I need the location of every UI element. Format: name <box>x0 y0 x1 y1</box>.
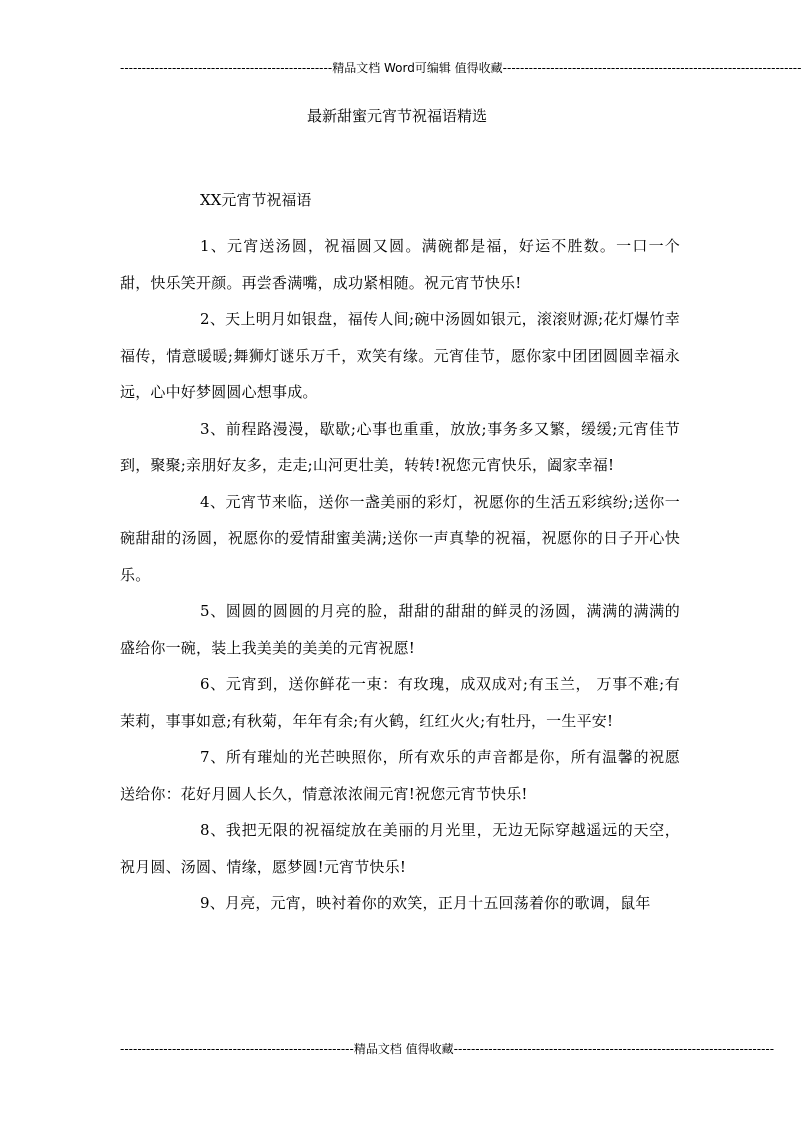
paragraph-5: 5、圆圆的圆圆的月亮的脸，甜甜的甜甜的鲜灵的汤圆，满满的满满的盛给你一碗，装上我美美的美美的元宵祝愿! <box>120 602 680 657</box>
page-header <box>120 60 801 76</box>
paragraph-3: 3、前程路漫漫，歇歇;心事也重重，放放;事务多又繁，缓缓;元宵佳节到，聚聚;亲朋好友多，走走;山河更壮美，转转!祝您元宵快乐，阖家幸福! <box>120 419 680 474</box>
footer-left-rule: ------------------------------------------------------ <box>120 1042 354 1056</box>
header-text: 精品文档 Word可编辑 值得收藏 <box>332 61 503 75</box>
document-body <box>120 228 680 922</box>
footer-right-rule: -------------------------------------------------------------------------- <box>453 1042 775 1056</box>
document-title: 最新甜蜜元宵节祝福语精选 <box>306 107 487 125</box>
paragraph-9: 9、月亮，元宵，映衬着你的欢笑，正月十五回荡着你的歌调，鼠年 <box>200 894 651 912</box>
footer-text: 精品文档 值得收藏 <box>353 1042 454 1056</box>
paragraph-2: 2、天上明月如银盘，福传人间;碗中汤圆如银元，滚滚财源;花灯爆竹幸福传，情意暖暖;舞狮灯谜乐万千，欢笑有缘。元宵佳节，愿你家中团团圆圆幸福永远，心中好梦圆圆心想事成。 <box>120 310 680 401</box>
header-left-rule: ------------------------------------------------- <box>120 61 333 75</box>
paragraph-8: 8、我把无限的祝福绽放在美丽的月光里，无边无际穿越遥远的天空，祝月圆、汤圆、情缘，愿梦圆!元宵节快乐! <box>120 821 680 876</box>
paragraph-4: 4、元宵节来临，送你一盏美丽的彩灯，祝愿你的生活五彩缤纷;送你一碗甜甜的汤圆，祝愿你的爱情甜蜜美满;送你一声真挚的祝福，祝愿你的日子开心快乐。 <box>120 492 680 584</box>
section-heading: XX元宵节祝福语 <box>200 191 312 209</box>
header-right-rule: --------------------------------------------------------------------- <box>502 61 801 75</box>
page-footer <box>120 1041 775 1057</box>
paragraph-6: 6、元宵到，送你鲜花一束：有玫瑰，成双成对;有玉兰， 万事不难;有茉莉，事事如意;有秋菊，年年有余;有火鹤，红红火火;有牡丹，一生平安! <box>120 675 680 730</box>
paragraph-7: 7、所有璀灿的光芒映照你，所有欢乐的声音都是你，所有温馨的祝愿送给你：花好月圆人长久，情意浓浓闹元宵!祝您元宵节快乐! <box>120 748 680 803</box>
paragraph-1: 1、元宵送汤圆，祝福圆又圆。满碗都是福，好运不胜数。一口一个甜，快乐笑开颜。再尝香满嘴，成功紧相随。祝元宵节快乐! <box>120 237 680 292</box>
